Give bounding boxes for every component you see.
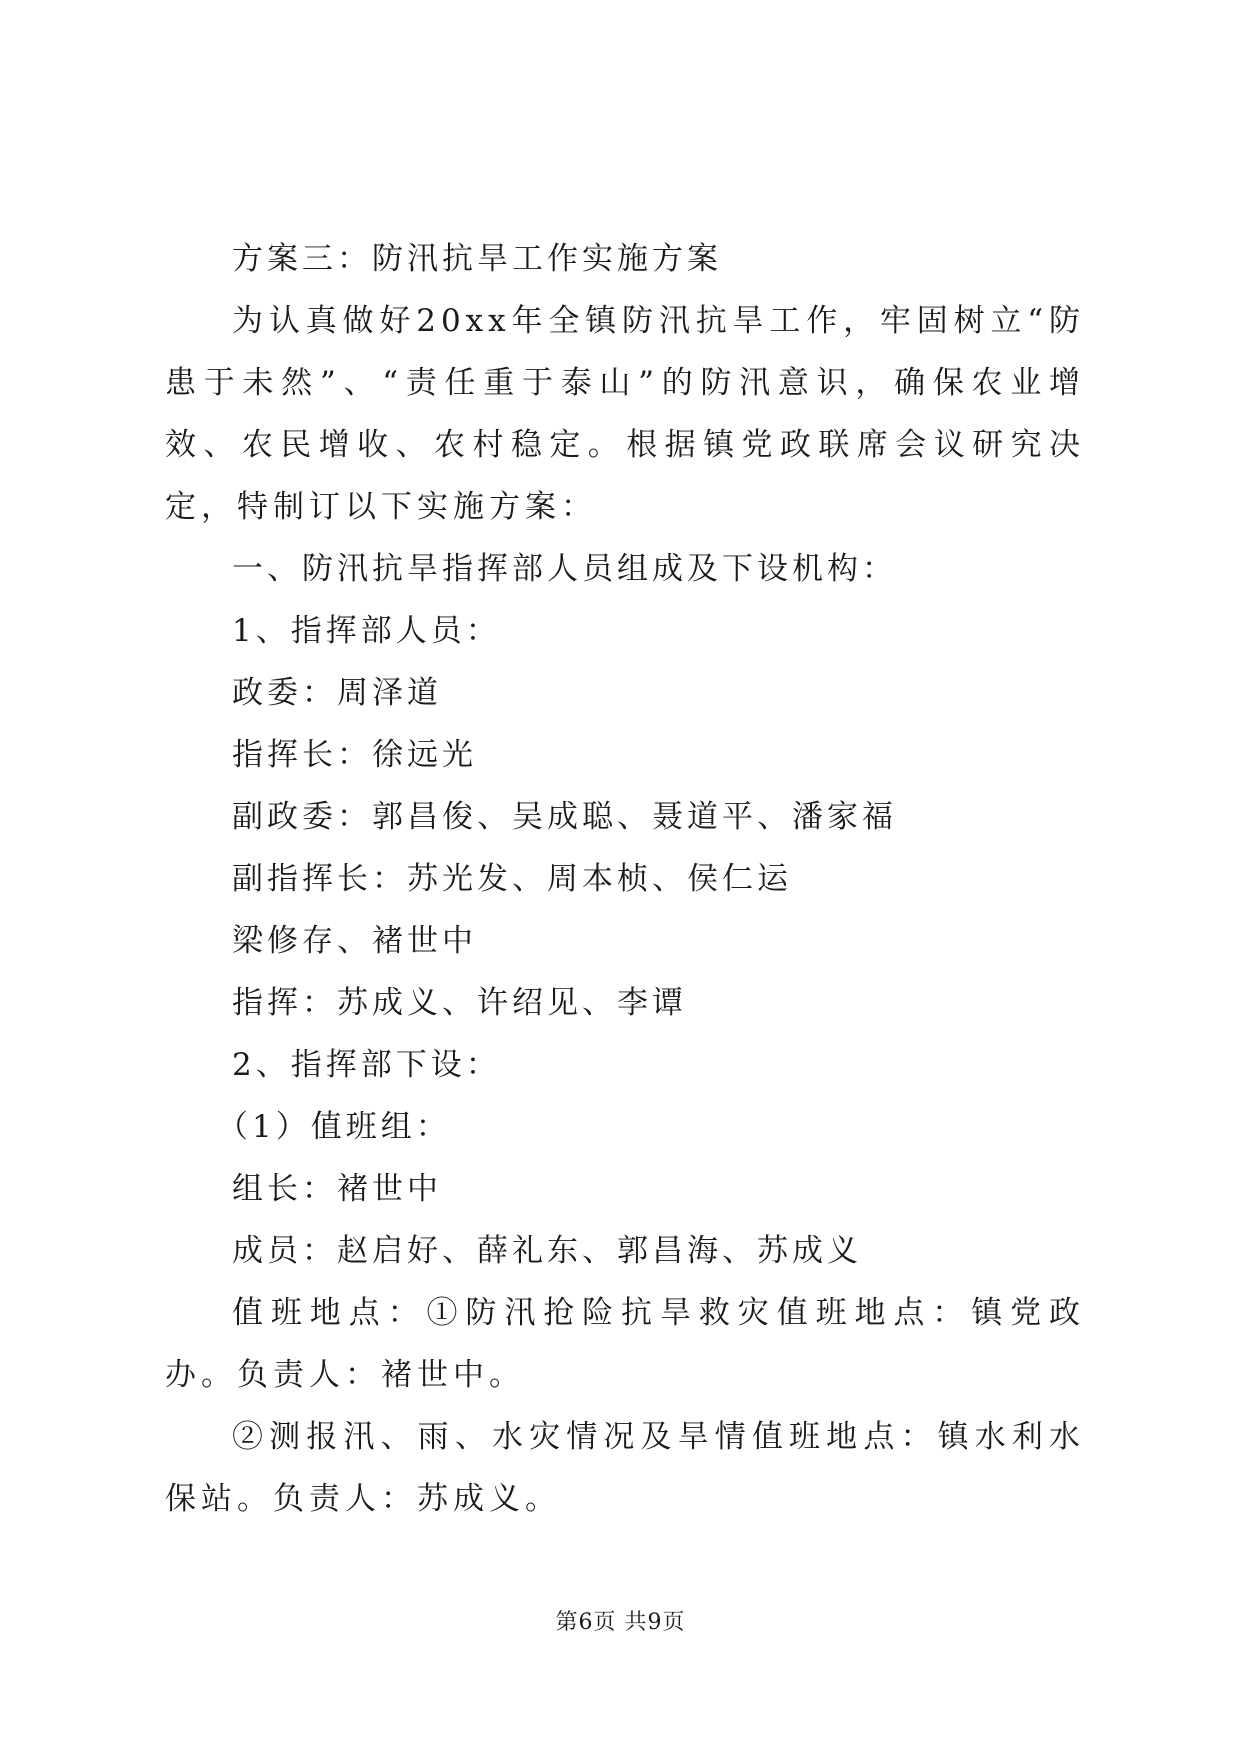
- intro-paragraph: 为认真做好20xx年全镇防汛抗旱工作，牢固树立“防患于未然”、“责任重于泰山”的防汛意识，确保农业增效、农民增收、农村稳定。根据镇党政联席会议研究决定，特制订以下实施方案：: [165, 303, 1085, 525]
- commander-line: 指挥长：徐远光: [232, 737, 477, 773]
- page-footer: 第6页 共9页: [555, 1610, 686, 1635]
- subsection-heading: 1、指挥部人员：: [232, 613, 501, 649]
- section-heading: 一、防汛抗旱指挥部人员组成及下设机构：: [232, 551, 897, 587]
- duty-group-heading: （1）值班组：: [217, 1109, 451, 1145]
- duty-group-leader-line: 组长：褚世中: [232, 1171, 442, 1207]
- document-body: [165, 228, 1085, 1530]
- duty-group-members-line: 成员：赵启好、薛礼东、郭昌海、苏成义: [232, 1233, 862, 1269]
- subsection-heading: 2、指挥部下设：: [232, 1047, 501, 1083]
- duty-location-paragraph: ②测报汛、雨、水灾情况及旱情值班地点：镇水利水保站。负责人：苏成义。: [165, 1419, 1085, 1517]
- document-title: 方案三：防汛抗旱工作实施方案: [232, 241, 722, 277]
- deputy-commissar-line: 副政委：郭昌俊、吴成聪、聂道平、潘家福: [232, 799, 897, 835]
- deputy-commander-line: 副指挥长：苏光发、周本桢、侯仁运: [232, 861, 792, 897]
- directors-line: 指挥：苏成义、许绍见、李谭: [232, 985, 687, 1021]
- duty-location-paragraph: 值班地点：①防汛抢险抗旱救灾值班地点：镇党政办。负责人：褚世中。: [165, 1295, 1085, 1393]
- deputy-commander-continued-line: 梁修存、褚世中: [232, 923, 477, 959]
- commissar-line: 政委：周泽道: [232, 675, 442, 711]
